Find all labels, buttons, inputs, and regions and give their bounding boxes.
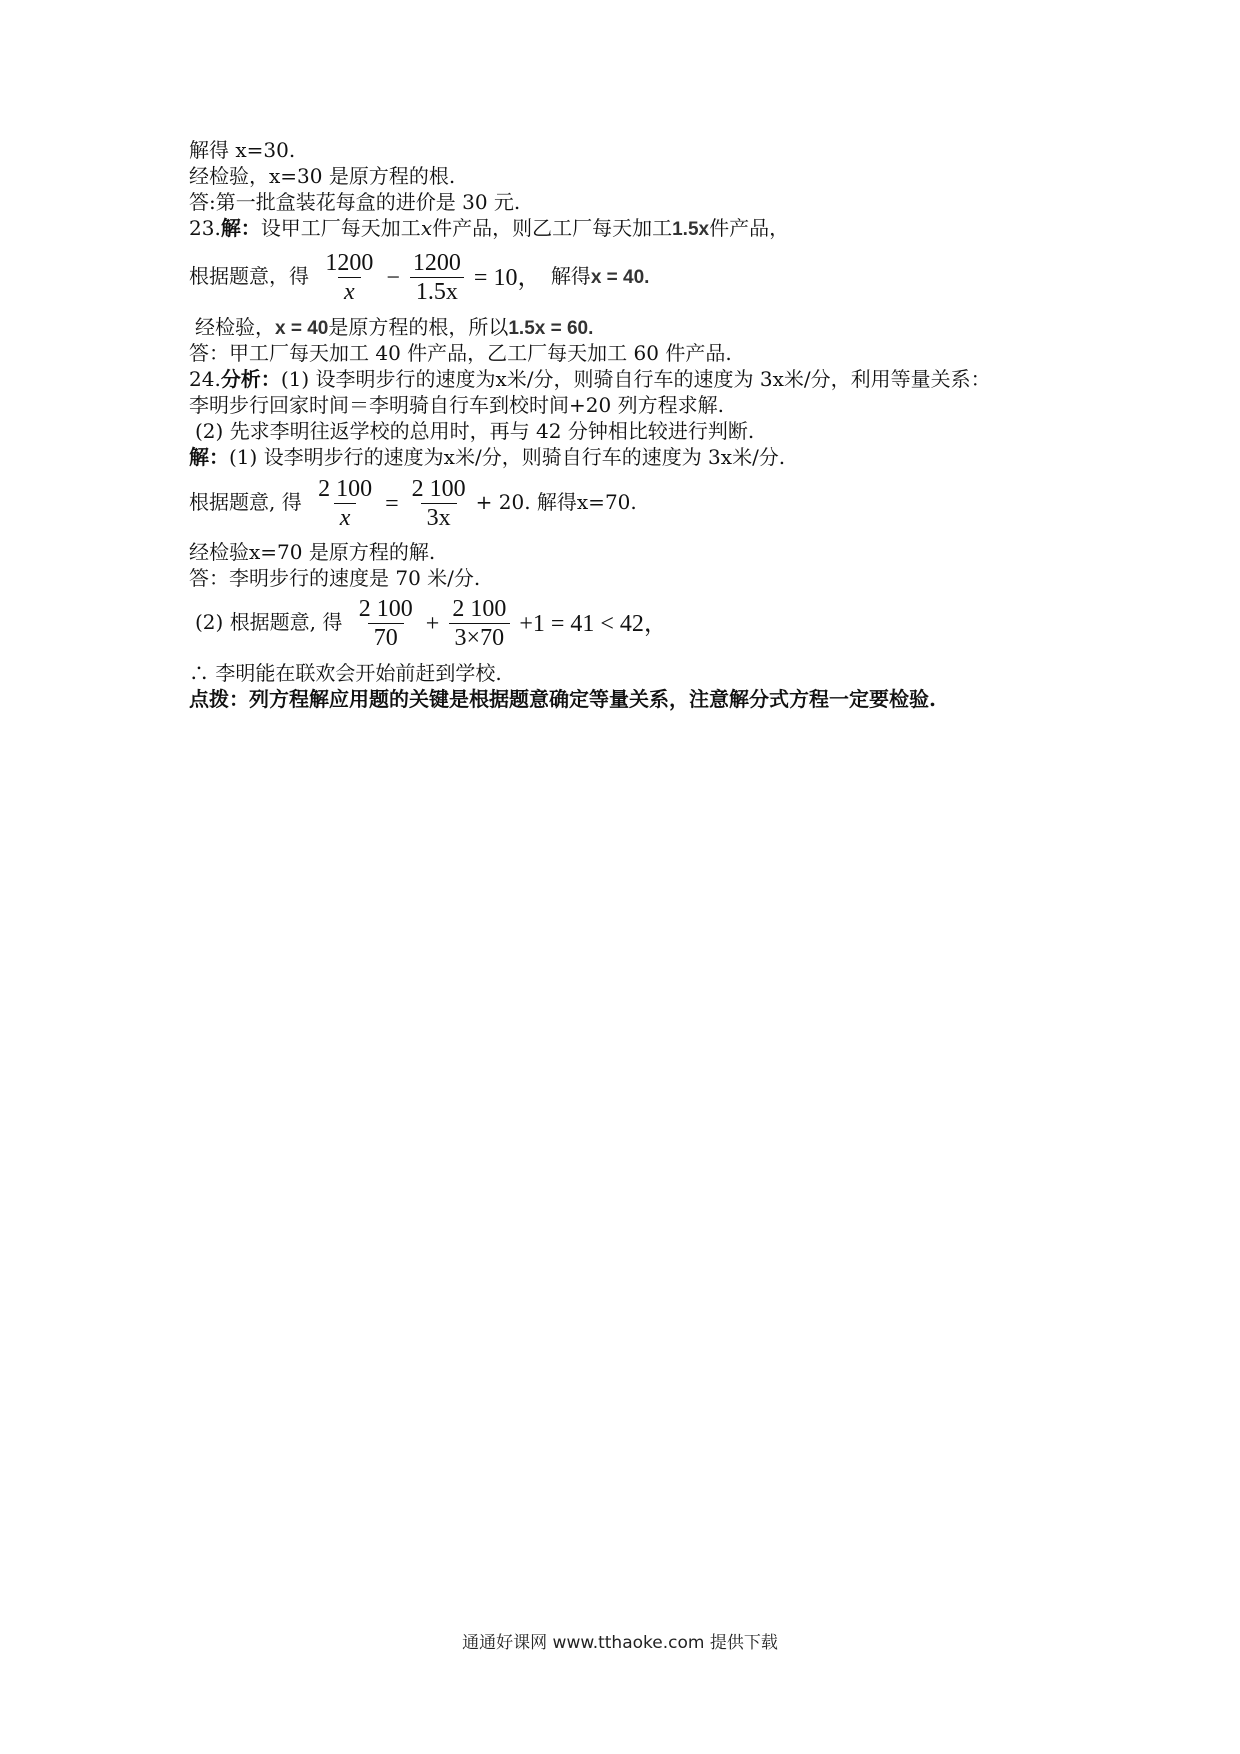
q24-fraction-1: $\frac{2 100}{x}$	[318, 476, 373, 531]
line-solve-x30: 解得 x=30.	[189, 138, 296, 162]
q24-solution-1: 解：(1) 设李明步行的速度为x米/分，则骑自行车的速度为 3x米/分.	[189, 445, 786, 469]
q24-part2-equation: (2) 根据题意, 得 $\frac{2 100}{70}$ + $\frac{2 100}{3\times 70}$ +1 = 41 < 42，	[195, 596, 668, 651]
q24-analysis-3: (2) 先求李明往返学校的总用时，再与 42 分钟相比较进行判断.	[195, 419, 755, 443]
q24-analysis-2: 李明步行回家时间＝李明骑自行车到校时间+20 列方程求解.	[189, 393, 724, 417]
q23-label: 解：	[220, 216, 261, 240]
q24-conclusion: ∴ 李明能在联欢会开始前赶到学校.	[189, 661, 502, 685]
q23-equation: 根据题意，得 $\frac{1200}{x}$ − $\frac{1200}{1.5x}$ = 10， 解得x = 40.	[189, 250, 650, 305]
q24-fraction-2: $\frac{2 100}{3x}$	[411, 476, 466, 531]
line-answer-22: 答:第一批盒装花每盒的进价是 30 元.	[189, 190, 521, 214]
q23-answer: 答：甲工厂每天加工 40 件产品，乙工厂每天加工 60 件产品.	[189, 341, 732, 365]
q24-analysis-1: 24.分析：(1) 设李明步行的速度为x米/分，则骑自行车的速度为 3x米/分，利用等量关系：	[189, 367, 991, 391]
q23-fraction-1: $\frac{1200}{x}$	[325, 250, 374, 305]
q24-part2-fraction-1: $\frac{2 100}{70}$	[358, 596, 413, 651]
q23-fraction-2: $\frac{1200}{1.5x}$	[407, 249, 467, 306]
footer-attribution: 通通好课网 www.tthaoke.com 提供下载	[462, 1633, 778, 1653]
q24-answer: 答：李明步行的速度是 70 米/分.	[189, 566, 481, 590]
q23-setup: 23.解：设甲工厂每天加工x件产品，则乙工厂每天加工1.5x件产品，	[189, 216, 790, 240]
q24-part2-fraction-2: $\frac{2 100}{3\times 70}$	[446, 595, 512, 652]
q23-number: 23.	[189, 216, 221, 240]
q24-equation: 根据题意, 得 $\frac{2 100}{x}$ = $\frac{2 100}{3x}$ + 20. 解得x=70.	[189, 476, 637, 531]
tip-text: 列方程解应用题的关键是根据题意确定等量关系，注意解分式方程一定要检验.	[249, 687, 936, 711]
q23-check: 经检验，x = 40是原方程的根，所以1.5x = 60.	[195, 315, 594, 339]
q24-check: 经检验x=70 是原方程的解.	[189, 540, 436, 564]
q24-solution-label: 解：	[189, 445, 229, 469]
tip-label: 点拨：	[189, 687, 249, 711]
tip-line	[189, 686, 936, 712]
line-check-x30: 经检验，x=30 是原方程的根.	[189, 164, 456, 188]
q24-analysis-label: 分析：	[220, 367, 281, 391]
